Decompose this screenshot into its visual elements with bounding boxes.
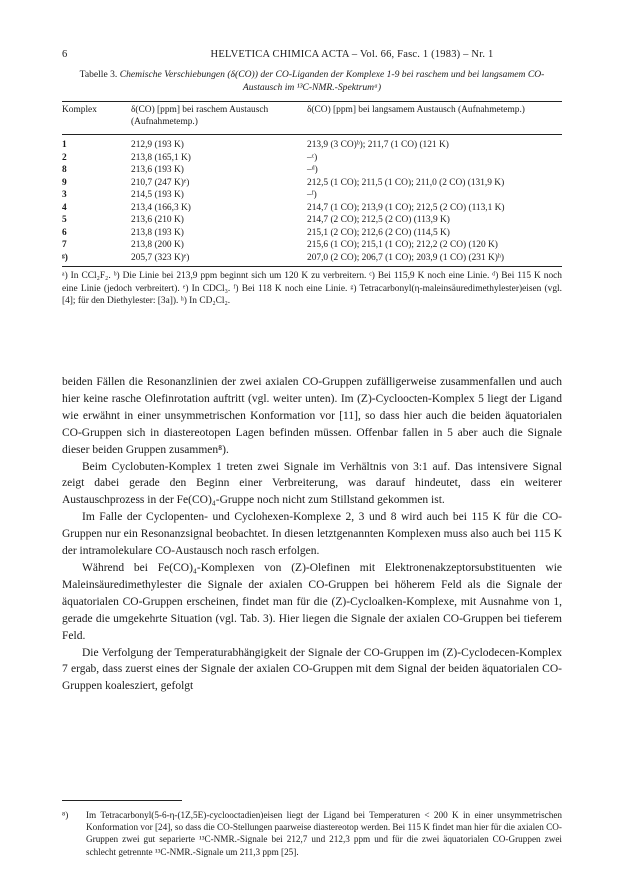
paragraph: Die Verfolgung der Temperaturabhängigkeit der Signale der CO-Gruppen im (Z)-Cyclodecen-Komplex 7 ergab, dass zuerst eines der Signale der axialen CO-Gruppen mit dem Signal der beiden äquatorialen CO-Gruppen koalesziert, gefolgt [62, 646, 562, 693]
cell-fast-exchange: 213,8 (200 K) [131, 240, 184, 251]
cell-fast-exchange: 213,8 (193 K) [131, 227, 184, 238]
cell-komplex: 3 [62, 190, 67, 201]
paragraph: Im Falle der Cyclopenten- und Cyclohexen-Komplexe 2, 3 und 8 wird auch bei 115 K für die CO-Gruppen nur ein Resonanzsignal beobachtet. In diesen letztgenannten Komplexen muss also auch bei 115 K der intramolekulare CO-Austausch noch rasch erfolgen. [62, 511, 562, 558]
cell-komplex: 9 [62, 177, 67, 188]
cell-slow-exchange: 214,7 (2 CO); 212,5 (2 CO) (113,9 K) [307, 215, 450, 226]
cell-slow-exchange: 215,6 (1 CO); 215,1 (1 CO); 212,2 (2 CO) (120 K) [307, 240, 498, 251]
cell-slow-exchange: 212,5 (1 CO); 211,5 (1 CO); 211,0 (2 CO) (131,9 K) [307, 177, 505, 188]
footnote-8-text: Im Tetracarbonyl(5-6-η-(1Z,5E)-cyclooctadien)eisen liegt der Ligand bei Temperaturen < 200 K in einer unsymmetrischen Konformation vor [24], so dass die CO-Stellungen paarweise diastereotop werden. Bei 115 K findet man hier für die axialen CO-Gruppen zwei gut separierte ¹³C-NMR.-Signale bei 212,7 und 212,3 ppm und für die zwei äquatorialen CO-Gruppen zwei schlecht getrennte ¹³C-NMR.-Signale um 211,3 ppm [25]. [86, 810, 562, 857]
cell-komplex: 6 [62, 227, 67, 238]
cell-slow-exchange: –ᶜ) [307, 152, 318, 163]
paragraph: beiden Fällen die Resonanzlinien der zwei axialen CO-Gruppen zufälligerweise zusammenfallen und auch hier keine rasche Olefinrotation auftritt (vgl. weiter unten). Im (Z)-Cycloocten-Komplex 5 liegt der Ligand wie erwähnt in einer unsymmetrischen Konformation vor [11], so dass hier auch die beiden äquatorialen CO-Gruppen sich in diastereotopen Lagen befinden müssen. Offenbar fallen in 5 aber auch die Signale dieser beiden Gruppen zusammen⁸). [62, 376, 562, 456]
cell-komplex: 5 [62, 215, 67, 226]
cell-komplex: 4 [62, 202, 67, 213]
cell-fast-exchange: 212,9 (193 K) [131, 140, 184, 150]
table-row [62, 239, 562, 252]
table-row [62, 152, 562, 165]
table-row [62, 139, 562, 152]
cell-fast-exchange: 213,8 (165,1 K) [131, 152, 191, 163]
cell-slow-exchange: –ᶠ) [307, 190, 317, 201]
table-row [62, 189, 562, 202]
column-header-komplex: Komplex [62, 105, 97, 115]
body-text [62, 374, 562, 695]
table-caption [62, 69, 562, 94]
table-row [62, 202, 562, 215]
cell-slow-exchange: 213,9 (3 CO)ᵇ); 211,7 (1 CO) (121 K) [307, 140, 449, 150]
cell-fast-exchange: 205,7 (323 K)ᵉ) [131, 252, 190, 263]
table-header-row [62, 104, 562, 128]
cell-fast-exchange: 210,7 (247 K)ᵉ) [131, 177, 190, 188]
cell-slow-exchange: 215,1 (2 CO); 212,6 (2 CO) (114,5 K) [307, 227, 450, 238]
table-row [62, 227, 562, 240]
cell-fast-exchange: 213,6 (210 K) [131, 215, 184, 226]
table-row [62, 214, 562, 227]
cell-komplex: 1 [62, 140, 67, 150]
cell-slow-exchange: 207,0 (2 CO); 206,7 (1 CO); 203,9 (1 CO) (231 K)ʰ) [307, 252, 505, 263]
table-caption-label: Tabelle 3. [79, 69, 118, 80]
cell-fast-exchange: 213,6 (193 K) [131, 165, 184, 176]
paragraph: Beim Cyclobuten-Komplex 1 treten zwei Signale im Verhältnis von 3:1 auf. Das intensivere Signal zeigt dabei gerade den Beginn einer Verbreiterung, was darauf hindeutet, dass ein weiterer Austauschprozess in der Fe(CO)₄-Gruppe noch nicht zum Stillstand gekommen ist. [62, 460, 562, 507]
footnote-8-mark: ⁸) [62, 810, 69, 820]
table-caption-text: Chemische Verschiebungen (δ(CO)) der CO-Liganden der Komplexe 1-9 bei raschem und bei langsamem CO-Austausch im ¹³C-NMR.-Spektrumᵃ) [119, 69, 545, 93]
table-bottom-rule [62, 266, 562, 267]
table-body [62, 139, 562, 264]
cell-komplex: 8 [62, 165, 67, 176]
page-header [62, 49, 562, 63]
cell-slow-exchange: –ᵈ) [307, 165, 318, 176]
table-footnotes: ᵃ) In CCl₂F₂. ᵇ) Die Linie bei 213,9 ppm beginnt sich um 120 K zu verbreitern. ᶜ) Bei 115,9 K noch eine Linie. ᵈ) Bei 115 K noch eine Linie (jedoch verbreitert). ᵉ) In CDCl₃. ᶠ) Bei 118 K noch eine Linie. ᵍ) Tetracarbonyl(η-maleinsäuredimethylester)eisen (vgl. [4]; für den Diethylester: [3a]). ʰ) In CD₂Cl₂. [62, 271, 562, 307]
table-row [62, 177, 562, 190]
table-header-rule [62, 134, 562, 135]
footnote-separator [62, 800, 182, 801]
paragraph: Während bei Fe(CO)₄-Komplexen von (Z)-Olefinen mit Elektronenakzeptorsubstituenten wie Maleinsäuredimethylester die Signale der axialen CO-Gruppen bei höherem Feld als die Signale der äquatorialen CO-Gruppen erscheinen, findet man für die (Z)-Cycloalken-Komplexe, mit Ausnahme von 1, gerade die umgekehrte Situation (vgl. Tab. 3). Hier liegen die Signale der axialen CO-Gruppen bei tieferem Feld. [62, 561, 562, 642]
cell-komplex: 2 [62, 152, 67, 163]
cell-komplex: 7 [62, 240, 67, 251]
column-header-slow-exchange: δ(CO) [ppm] bei langsamem Austausch (Aufnahmetemp.) [307, 105, 525, 115]
cell-komplex: ᵍ) [62, 252, 68, 263]
table-row [62, 252, 562, 265]
cell-slow-exchange: 214,7 (1 CO); 213,9 (1 CO); 212,5 (2 CO) (113,1 K) [307, 202, 505, 213]
page-number: 6 [62, 49, 68, 60]
table-row [62, 164, 562, 177]
footnote-8 [62, 809, 562, 858]
running-title: HELVETICA CHIMICA ACTA – Vol. 66, Fasc. 1 (1983) – Nr. 1 [210, 49, 494, 60]
column-header-fast-exchange: δ(CO) [ppm] bei raschem Austausch (Aufnahmetemp.) [131, 105, 269, 127]
table-header [62, 104, 562, 128]
cell-fast-exchange: 213,4 (166,3 K) [131, 202, 191, 213]
table-top-rule [62, 101, 562, 102]
cell-fast-exchange: 214,5 (193 K) [131, 190, 184, 201]
